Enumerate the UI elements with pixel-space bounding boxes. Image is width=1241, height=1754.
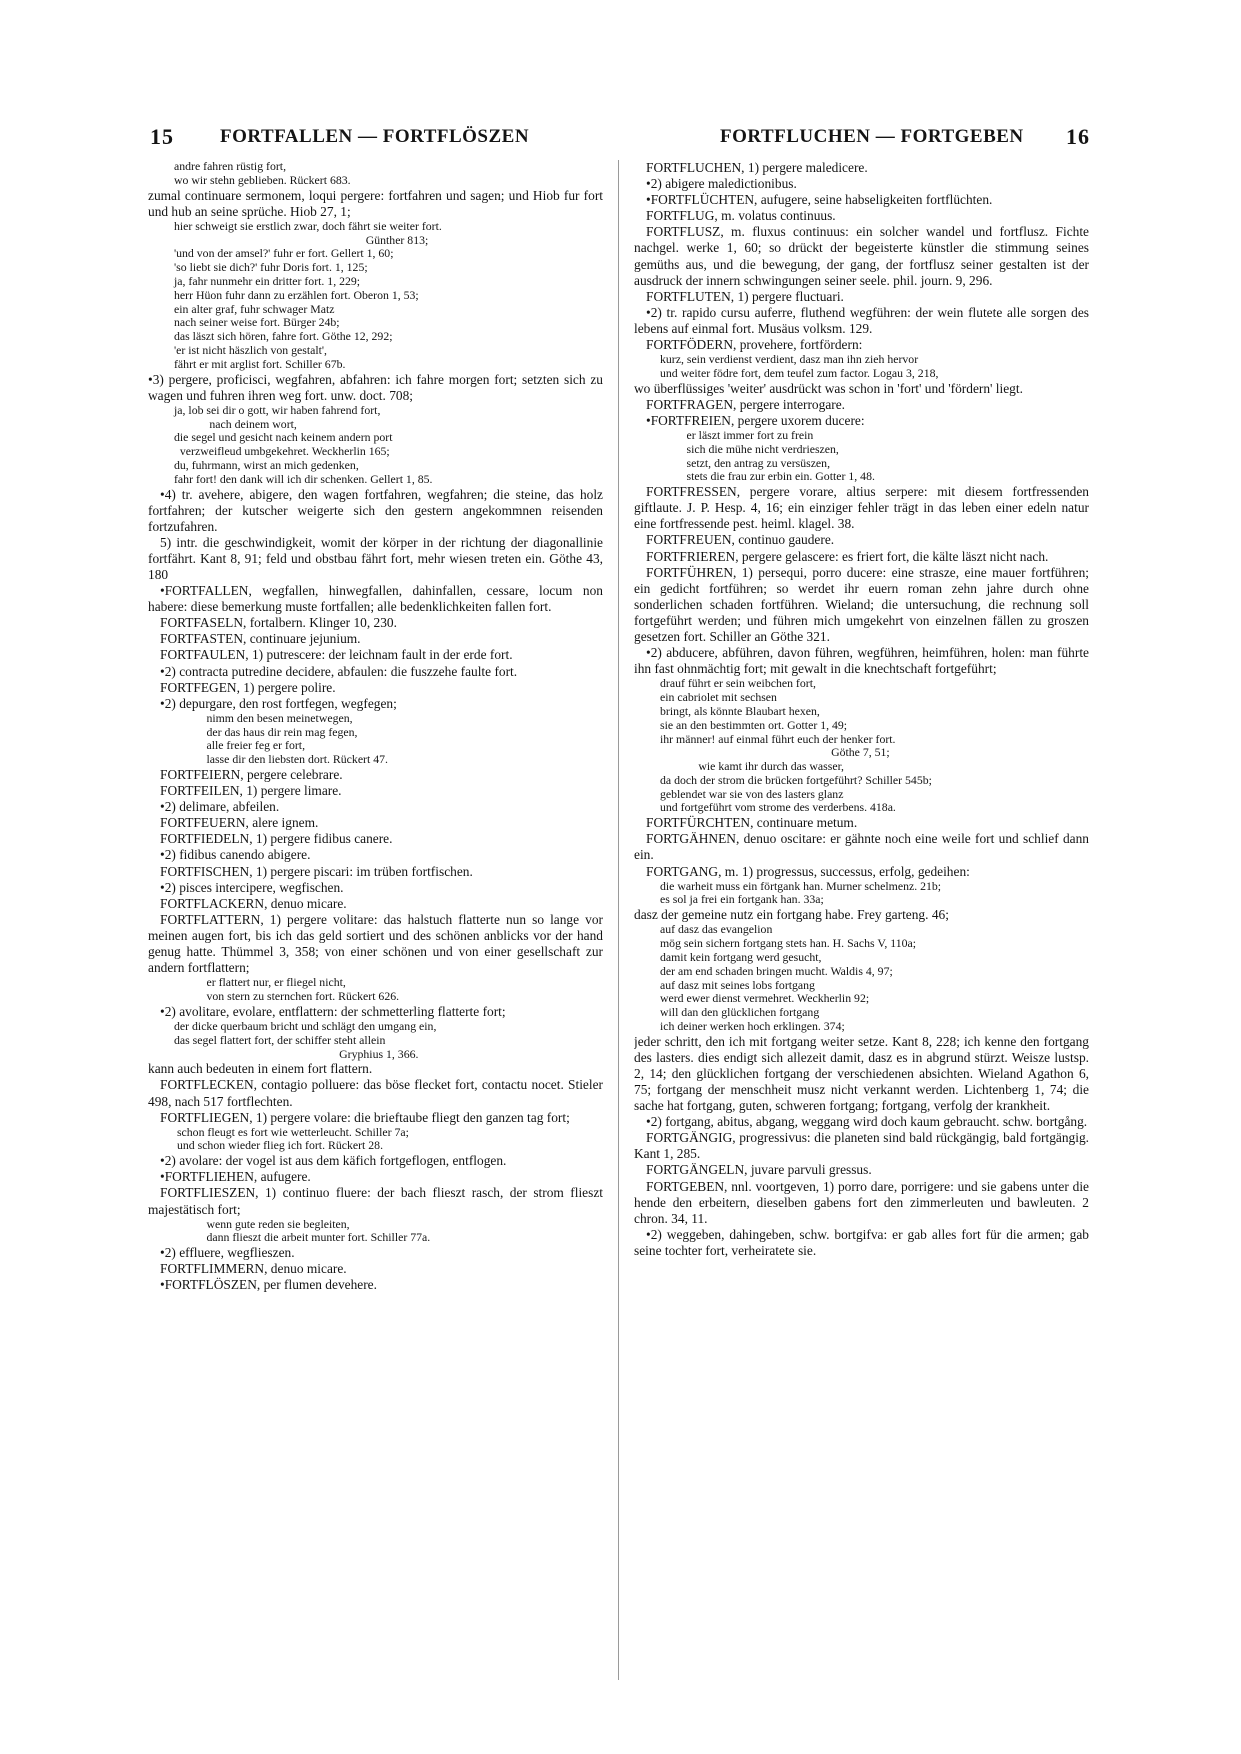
dictionary-entry: •FORTFLÖSZEN, per flumen devehere. xyxy=(160,1277,377,1293)
dictionary-entry: •2) avolitare, evolare, entflattern: der schmetterling flatterte fort; xyxy=(160,1003,506,1019)
dictionary-entry: FORTGÄNGELN, juvare parvuli gressus. xyxy=(646,1162,872,1178)
dictionary-entry: •2) abigere maledictionibus. xyxy=(646,176,797,192)
dictionary-entry: FORTFLUG, m. volatus continuus. xyxy=(646,208,836,224)
dictionary-entry: FORTFEUERN, alere ignem. xyxy=(160,815,319,831)
entry-continuation: kann auch bedeuten in einem fort flattern. xyxy=(148,1061,373,1077)
dictionary-entry: FORTFASELN, fortalbern. Klinger 10, 230. xyxy=(160,615,397,631)
quotation-block: er läszt immer fort zu frein sich die mühe nicht verdrieszen, setzt, den antrag zu versüszen, stets die frau zur erbin ein. Gotter 1, 48. xyxy=(686,428,875,484)
entry-continuation: jeder schritt, den ich mit fortgang weiter setze. Kant 8, 228; ich kenne den fortgang des lasters. dies endigt sich allezeit damit, dasz es in abgrund stürzt. Weisze lustsp. 2, 14; den glücklichen fortgang der verschiedenen absichten. Wieland Agathon 6, 75; fortgang der menschheit musz nicht verkannt werden. Lichtenberg 1, 74; die sache hat fortgang, guten, schweren fortgang; fortgang, verfolg der krankheit. xyxy=(634,1033,1089,1114)
quotation-block: der dicke querbaum bricht und schlägt den umgang ein, das segel flattert fort, der schiffer steht allein Gryphius 1, 366. xyxy=(174,1018,437,1061)
dictionary-entry: FORTFLATTERN, 1) pergere volitare: das halstuch flatterte nun so lange vor meinen augen fort, bis ich das geld sortiert und des schönen anblicks vor der hand genug hatte. Thümmel 3, 358; von einer schönen und von einer gesellschaft zur andern fortflattern; xyxy=(148,911,603,976)
quotation-block: drauf führt er sein weibchen fort, ein cabriolet mit sechsen bringt, als könnte Blaubart hexen, sie an den bestimmten ort. Gotter 1, 49; ihr männer! auf einmal führt euch der henker fort. Göthe 7, 51; wie kamt ihr durch das wasser, da doch der strom die brücken fortgeführt? Schiller 545b; geblendet war sie von des lasters glanz und fortgeführt vom strome des verderbens. 418a. xyxy=(660,676,932,815)
quotation-block: hier schweigt sie erstlich zwar, doch fährt sie weiter fort. Günther 813; 'und von der amsel?' fuhr er fort. Gellert 1, 60; 'so liebt sie dich?' fuhr Doris fort. 1, 125; ja, fahr nunmehr ein dritter fort. 1, 229; herr Hüon fuhr dann zu erzählen fort. Oberon 1, 53; ein alter graf, fuhr schwager Matz nach seiner weise fort. Bürger 24b; das läszt sich hören, fahre fort. Göthe 12, 292; 'er ist nicht häszlich von gestalt', fährt er mit arglist fort. Schiller 67b. xyxy=(174,218,442,371)
quotation-block: kurz, sein verdienst verdient, dasz man ihn zieh hervor und weiter födre fort, dem teufel zum factor. Logau 3, 218, xyxy=(660,352,939,380)
dictionary-entry: •FORTFLIEHEN, aufugere. xyxy=(160,1169,311,1185)
dictionary-entry: FORTFÜHREN, 1) persequi, porro ducere: eine strasze, eine mauer fortführen; ein gedicht fortführen; so werdet ihr euern roman zehn jahre durch ohne sonderlichen schaden fortführen. Wieland; die untersuchung, die rechnung soll fortgeführt werden; und führen mich umgekehrt von einzelnen fällen zu groszen gesetzen fort. Schiller an Göthe 321. xyxy=(634,564,1089,645)
dictionary-entry: FORTFLIESZEN, 1) continuo fluere: der bach flieszt rasch, der strom flieszt majestätisch fort; xyxy=(148,1185,603,1217)
entry-continuation: •3) pergere, proficisci, wegfahren, abfahren: ich fahre morgen fort; setzten sich zu wagen und fuhren ihren weg fort. unw. doct. 708; xyxy=(148,371,603,403)
quotation-block: die warheit muss ein förtgank han. Murner schelmenz. 21b; es sol ja frei ein fortgank han. 33a; xyxy=(660,878,942,907)
left-column xyxy=(148,160,603,1730)
dictionary-entry: FORTFREUEN, continuo gaudere. xyxy=(646,532,835,548)
dictionary-entry: FORTFRIEREN, pergere gelascere: es friert fort, die kälte läszt nicht nach. xyxy=(646,548,1049,564)
dictionary-entry: •2) weggeben, dahingeben, schw. bortgifva: er gab alles fort für die armen; gab seine tochter fort, verheiratete sie. xyxy=(634,1226,1089,1258)
right-column xyxy=(634,160,1089,1730)
dictionary-entry: FORTFASTEN, continuare jejunium. xyxy=(160,631,361,647)
dictionary-entry: FORTFÖDERN, provehere, fortfördern: xyxy=(646,337,863,353)
dictionary-entry: FORTGEBEN, nnl. voortgeven, 1) porro dare, porrigere: und sie gabens unter die hende den erbeitern, dieselben gabens fort den zimmerleuten und bawleuten. 2 chron. 34, 11. xyxy=(634,1178,1089,1226)
quotation-block: nimm den besen meinetwegen, der das haus dir rein mag fegen, alle freier feg er fort, lasse dir den liebsten dort. Rückert 47. xyxy=(206,710,388,767)
running-title-right: FORTFLUCHEN — FORTGEBEN xyxy=(720,126,1024,147)
dictionary-entry: FORTFLIEGEN, 1) pergere volare: die brieftaube fliegt den ganzen tag fort; xyxy=(160,1109,570,1125)
dictionary-entry: FORTFEGEN, 1) pergere polire. xyxy=(160,679,336,695)
dictionary-entry: •2) avolare: der vogel ist aus dem käfich fortgeflogen, entflogen. xyxy=(160,1153,507,1169)
dictionary-entry: •4) tr. avehere, abigere, den wagen fortfahren, wegfahren; die steine, das holz fortfahren; der kutscher weigerte sich den gestern angekommnen reisenden fortzufahren. xyxy=(148,486,603,534)
dictionary-entry: FORTFÜRCHTEN, continuare metum. xyxy=(646,815,858,831)
quotation-block: er flattert nur, er fliegel nicht, von stern zu sternchen fort. Rückert 626. xyxy=(206,975,400,1004)
entry-continuation: zumal continuare sermonem, loqui pergere: fortfahren und sagen; und Hiob fur fort und hub an seine sprüche. Hiob 27, 1; xyxy=(148,187,603,219)
dictionary-entry: FORTGÄNGIG, progressivus: die planeten sind bald rückgängig, bald fortgängig. Kant 1, 285. xyxy=(634,1130,1089,1162)
running-header xyxy=(150,124,1090,154)
dictionary-entry: •2) effluere, wegflieszen. xyxy=(160,1245,295,1261)
dictionary-entry: FORTFRAGEN, pergere interrogare. xyxy=(646,396,846,412)
dictionary-entry: •2) tr. rapido cursu auferre, fluthend wegführen: der wein flutete alle sorgen des lebens auf einmal fort. Musäus volksm. 129. xyxy=(634,304,1089,336)
dictionary-entry: •2) fidibus canendo abigere. xyxy=(160,847,311,863)
column-divider xyxy=(618,160,619,1680)
dictionary-entry: FORTGÄHNEN, denuo oscitare: er gähnte noch eine weile fort und schlief dann ein. xyxy=(634,831,1089,863)
page-number-right: 16 xyxy=(1066,124,1090,149)
dictionary-entry: FORTFRESSEN, pergere vorare, altius serpere: mit diesem fortfressenden giftlaute. J. P. Hesp. 4, 16; ein einziger fehler trägt in das leben einer edeln natur eine fortfressende pest. heiml. klagel. 38. xyxy=(634,484,1089,532)
dictionary-entry: •2) abducere, abführen, davon führen, wegführen, heimführen, holen: man führte ihn fast ohnmächtig fort; mit gewalt in die knechtschaft fortgeführt; xyxy=(634,645,1089,677)
quotation-block: wenn gute reden sie begleiten, dann flieszt die arbeit munter fort. Schiller 77a. xyxy=(206,1216,431,1245)
quotation-block: schon fleugt es fort wie wetterleucht. Schiller 7a; und schon wieder flieg ich fort. Rückert 28. xyxy=(176,1124,409,1153)
dictionary-entry: •FORTFLÜCHTEN, aufugere, seine habseligkeiten fortflüchten. xyxy=(646,192,993,208)
dictionary-entry: •2) depurgare, den rost fortfegen, wegfegen; xyxy=(160,695,397,711)
entry-continuation: wo überflüssiges 'weiter' ausdrückt was schon in 'fort' und 'fördern' liegt. xyxy=(634,380,1023,396)
dictionary-entry: FORTFLUSZ, m. fluxus continuus: ein solcher wandel und fortflusz. Fichte nachgel. werke 1, 60; so drückt der begeisterte künstler die stimmung seines gemüths aus, und die bewegung, der gang, der fortflusz seiner gestalten ist der ausdruck der innern schwingungen seiner seele. phil. journ. 9, 296. xyxy=(634,224,1089,288)
quotation-block: andre fahren rüstig fort, wo wir stehn geblieben. Rückert 683. xyxy=(174,160,351,187)
dictionary-entry: FORTFIEDELN, 1) pergere fidibus canere. xyxy=(160,831,393,847)
dictionary-entry: FORTFLECKEN, contagio polluere: das böse flecket fort, contactu nocet. Stieler 498, nach 517 fortflechten. xyxy=(148,1077,603,1109)
running-title-left: FORTFALLEN — FORTFLÖSZEN xyxy=(220,126,530,147)
dictionary-entry: FORTGANG, m. 1) progressus, successus, erfolg, gedeihen: xyxy=(646,863,970,879)
quotation-block: ja, lob sei dir o gott, wir haben fahrend fort, nach deinem wort, die segel und gesicht nach keinem andern port verzweifleud umbgekehret. Weckherlin 165; du, fuhrmann, wirst an mich gedenken, fahr fort! den dank will ich dir schenken. Gellert 1, 85. xyxy=(174,402,433,486)
dictionary-entry: 5) intr. die geschwindigkeit, womit der körper in der richtung der diagonallinie fortfährt. Kant 8, 91; feld und obstbau fährt fort, mehr wiesen treten ein. Göthe 43, 180 xyxy=(148,534,603,582)
dictionary-entry: •FORTFALLEN, wegfallen, hinwegfallen, dahinfallen, cessare, locum non habere: diese bemerkung muste fortfallen; alle bedenklichkeiten fallen fort. xyxy=(148,583,603,615)
dictionary-entry: FORTFLACKERN, denuo micare. xyxy=(160,895,347,911)
dictionary-entry: FORTFLIMMERN, denuo micare. xyxy=(160,1261,347,1277)
page-number-left: 15 xyxy=(150,124,174,149)
dictionary-entry: FORTFEILEN, 1) pergere limare. xyxy=(160,783,342,799)
dictionary-entry: FORTFEIERN, pergere celebrare. xyxy=(160,767,343,783)
dictionary-entry: FORTFLUTEN, 1) pergere fluctuari. xyxy=(646,288,844,304)
dictionary-entry: •2) pisces intercipere, wegfischen. xyxy=(160,879,344,895)
dictionary-entry: •FORTFREIEN, pergere uxorem ducere: xyxy=(646,412,865,428)
entry-continuation: dasz der gemeine nutz ein fortgang habe. Frey garteng. 46; xyxy=(634,907,949,923)
dictionary-entry: FORTFISCHEN, 1) pergere piscari: im trüben fortfischen. xyxy=(160,863,473,879)
dictionary-entry: •2) contracta putredine decidere, abfaulen: die fuszzehe faulte fort. xyxy=(160,663,518,679)
dictionary-entry: FORTFAULEN, 1) putrescere: der leichnam fault in der erde fort. xyxy=(160,647,513,663)
dictionary-entry: •2) delimare, abfeilen. xyxy=(160,799,280,815)
quotation-block: auf dasz das evangelion mög sein sichern fortgang stets han. H. Sachs V, 110a; damit kein fortgang werd gesucht, der am end schaden bringen mucht. Waldis 4, 97; auf dasz mit seines lobs fortgang werd ewer dienst vermehret. Weckherlin 92; will dan den glücklichen fortgang ich deiner werken hoch erklingen. 374; xyxy=(660,922,916,1033)
dictionary-entry: •2) fortgang, abitus, abgang, weggang wird doch kaum gebraucht. schw. bortgång. xyxy=(646,1114,1088,1130)
dictionary-entry: FORTFLUCHEN, 1) pergere maledicere. xyxy=(646,160,868,175)
